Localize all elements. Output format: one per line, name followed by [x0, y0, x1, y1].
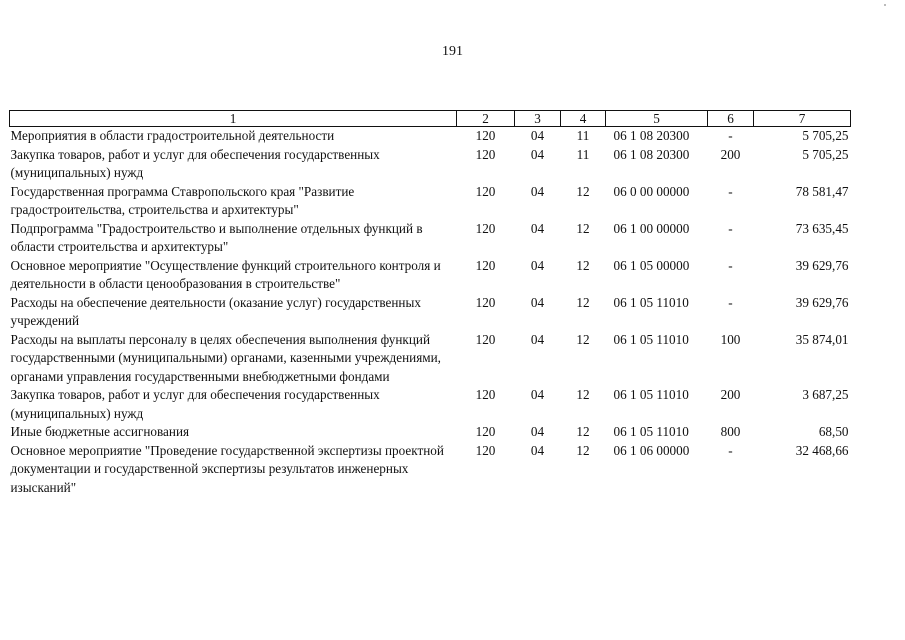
row-name: Закупка товаров, работ и услуг для обеспечения государственных (муниципальных) нужд	[10, 387, 380, 421]
row-name: Иные бюджетные ассигнования	[10, 424, 190, 439]
header-col-7: 7	[754, 111, 851, 127]
table-row	[10, 386, 851, 423]
header-col-6: 6	[708, 111, 754, 127]
row-col-7: 78 581,47	[795, 183, 849, 199]
row-col-2: 120	[475, 220, 496, 236]
table-row	[10, 146, 851, 183]
row-col-2: 120	[475, 294, 496, 310]
row-col-2: 120	[475, 128, 496, 143]
row-col-3: 04	[530, 424, 545, 439]
row-col-7: 39 629,76	[795, 257, 849, 273]
row-col-3: 04	[530, 387, 545, 402]
row-col-4: 11	[576, 146, 590, 162]
row-col-4: 12	[576, 387, 590, 402]
row-col-5: 06 1 05 11010	[613, 387, 689, 402]
row-col-4: 12	[576, 220, 590, 236]
row-name: Государственная программа Ставропольского края "Развитие градостроительства, строительства и архитектуры"	[10, 183, 355, 217]
row-col-6: 800	[720, 424, 741, 439]
scan-speck	[884, 4, 886, 6]
table-row	[10, 423, 851, 442]
table-row	[10, 331, 851, 387]
row-col-7: 35 874,01	[795, 331, 849, 347]
row-name: Расходы на выплаты персоналу в целях обеспечения выполнения функций государственными (муниципальными) органами, казенными учреждениями, органами управления государственными внебюджетными фондами	[10, 331, 441, 384]
row-col-3: 04	[530, 183, 545, 199]
budget-table	[9, 110, 851, 497]
header-col-1: 1	[10, 111, 457, 127]
row-col-7: 5 705,25	[802, 146, 849, 162]
row-col-6: -	[728, 442, 733, 458]
row-col-2: 120	[475, 146, 496, 162]
row-col-7: 68,50	[818, 424, 849, 439]
table-body	[10, 127, 851, 498]
row-col-5: 06 0 00 00000	[613, 183, 690, 199]
row-col-3: 04	[530, 146, 545, 162]
row-col-3: 04	[530, 442, 545, 458]
row-col-3: 04	[530, 220, 545, 236]
row-col-6: 100	[720, 331, 741, 347]
row-name: Основное мероприятие "Осуществление функций строительного контроля и деятельности в области ценообразования в строительстве"	[10, 257, 441, 291]
row-col-4: 12	[576, 257, 590, 273]
table-row	[10, 294, 851, 331]
row-col-7: 39 629,76	[795, 294, 849, 310]
table-row	[10, 127, 851, 146]
row-col-6: -	[728, 220, 733, 236]
row-col-4: 12	[576, 442, 590, 458]
row-col-2: 120	[475, 424, 496, 439]
row-col-7: 32 468,66	[795, 442, 849, 458]
row-col-5: 06 1 08 20300	[613, 146, 690, 162]
row-col-6: 200	[720, 387, 741, 402]
row-col-6: -	[728, 183, 733, 199]
row-name: Расходы на обеспечение деятельности (оказание услуг) государственных учреждений	[10, 294, 421, 328]
row-col-4: 12	[576, 294, 590, 310]
row-name: Подпрограмма "Градостроительство и выполнение отдельных функций в области строительства и архитектуры"	[10, 220, 423, 254]
row-col-2: 120	[475, 442, 496, 458]
row-col-6: -	[728, 294, 733, 310]
row-col-4: 12	[576, 183, 590, 199]
row-col-5: 06 1 05 11010	[613, 294, 689, 310]
row-col-5: 06 1 05 00000	[613, 257, 690, 273]
header-col-5: 5	[606, 111, 708, 127]
row-col-5: 06 1 06 00000	[613, 442, 690, 458]
row-col-5: 06 1 05 11010	[613, 424, 689, 439]
row-col-3: 04	[530, 331, 545, 347]
row-col-6: 200	[720, 146, 741, 162]
row-name: Мероприятия в области градостроительной деятельности	[10, 128, 335, 143]
row-col-2: 120	[475, 183, 496, 199]
row-col-7: 73 635,45	[795, 220, 849, 236]
table-row	[10, 220, 851, 257]
row-col-5: 06 1 05 11010	[613, 331, 689, 347]
header-col-3: 3	[515, 111, 561, 127]
row-col-5: 06 1 00 00000	[613, 220, 690, 236]
table-row	[10, 257, 851, 294]
header-col-4: 4	[561, 111, 606, 127]
row-col-7: 3 687,25	[802, 387, 849, 402]
header-col-2: 2	[457, 111, 515, 127]
table-row	[10, 442, 851, 498]
row-name: Закупка товаров, работ и услуг для обеспечения государственных (муниципальных) нужд	[10, 146, 380, 180]
row-col-7: 5 705,25	[802, 128, 849, 143]
row-col-6: -	[728, 128, 733, 143]
table-header	[10, 111, 851, 127]
page-number: 191	[442, 44, 463, 59]
row-col-4: 12	[576, 331, 590, 347]
row-col-2: 120	[475, 331, 496, 347]
row-col-6: -	[728, 257, 733, 273]
row-col-3: 04	[530, 257, 545, 273]
row-col-3: 04	[530, 294, 545, 310]
row-col-4: 12	[576, 424, 590, 439]
row-col-5: 06 1 08 20300	[613, 128, 690, 143]
row-col-3: 04	[530, 128, 545, 143]
row-name: Основное мероприятие "Проведение государственной экспертизы проектной документации и государственной экспертизы результатов инженерных изысканий"	[10, 442, 444, 495]
row-col-4: 11	[576, 128, 590, 143]
row-col-2: 120	[475, 387, 496, 402]
table-row	[10, 183, 851, 220]
row-col-2: 120	[475, 257, 496, 273]
header-row	[10, 111, 851, 127]
